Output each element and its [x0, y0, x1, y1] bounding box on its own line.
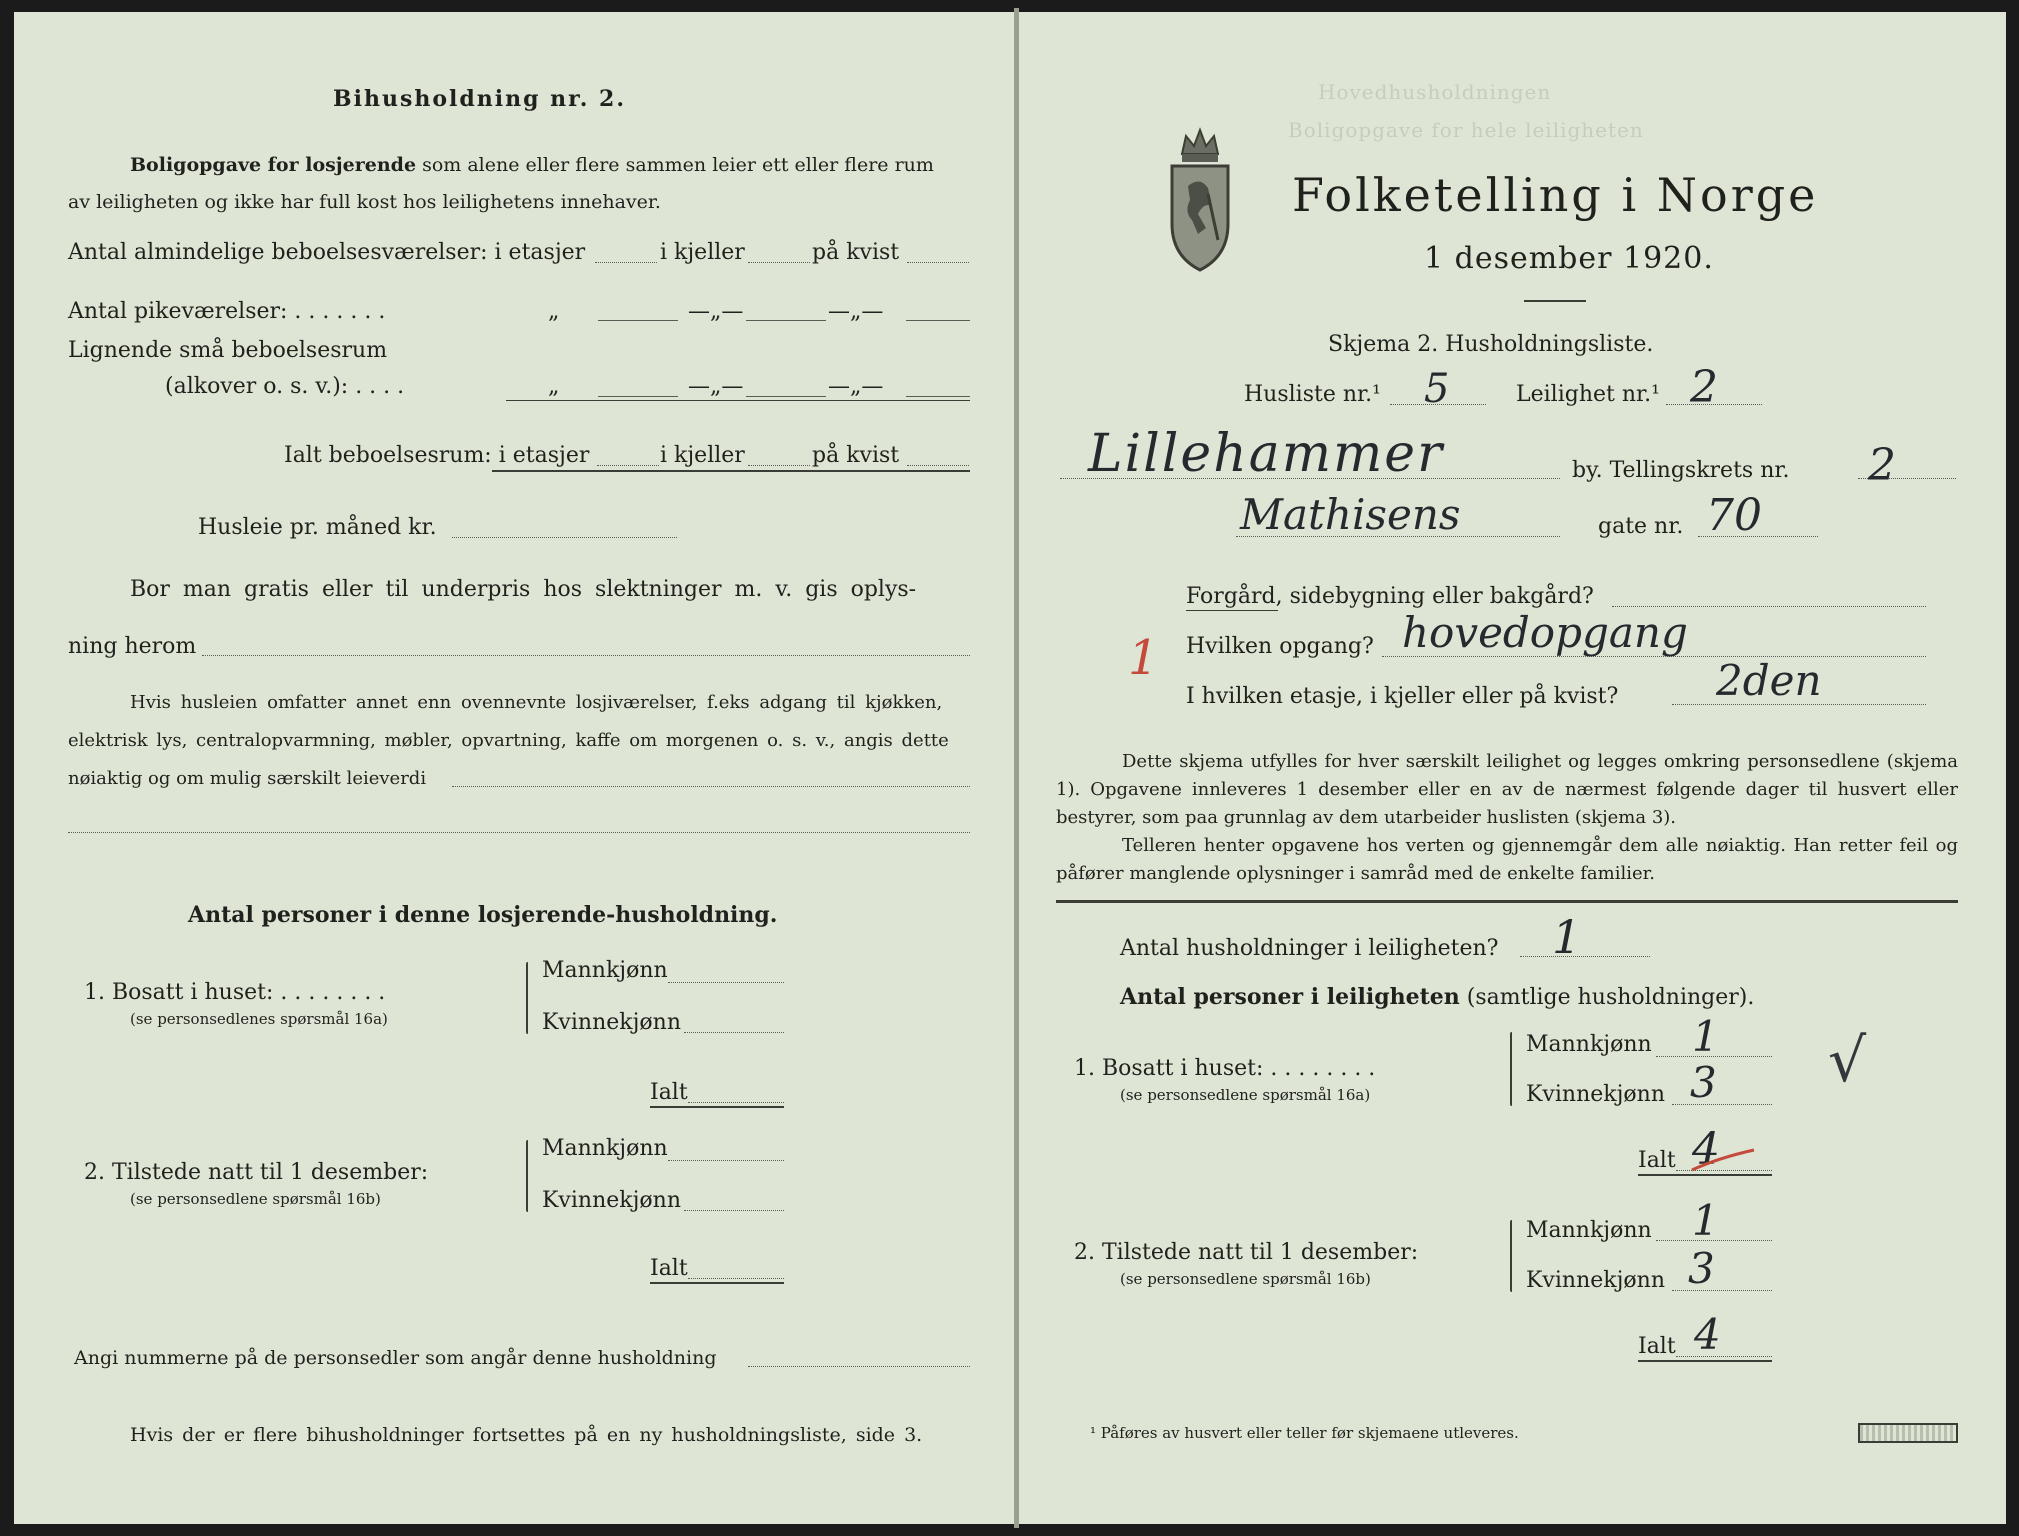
- pike-kjeller-field[interactable]: [746, 320, 826, 321]
- left-q2-ialt-field[interactable]: [688, 1278, 784, 1279]
- right-q2-brace: [1510, 1220, 1512, 1292]
- right-date: 1 desember 1920.: [1424, 241, 1714, 276]
- left-title: Bihusholdning nr. 2.: [333, 86, 626, 112]
- left-q2-mann-field[interactable]: [668, 1160, 784, 1161]
- husleie-field[interactable]: [452, 537, 677, 538]
- left-q2-brace: [526, 1140, 528, 1212]
- by-krets-label: by. Tellingskrets nr.: [1572, 458, 1790, 483]
- left-q1-mann-label: Mannkjønn: [542, 958, 668, 983]
- husleie-label: Husleie pr. måned kr.: [198, 515, 437, 540]
- alkover-kvist-field[interactable]: [906, 396, 970, 397]
- right-q2-kvinne-value[interactable]: 3: [1688, 1244, 1715, 1293]
- left-persons-heading: Antal personer i denne losjerende-husholdning.: [188, 902, 778, 928]
- gate-value[interactable]: 70: [1706, 490, 1762, 541]
- info-divider: [1056, 900, 1958, 903]
- gratis-text: Bor man gratis eller til underpris hos slektninger m. v. gis oplys-: [130, 577, 917, 602]
- right-persons-heading-bold: Antal personer i leiligheten: [1120, 984, 1460, 1010]
- left-q1-mann-field[interactable]: [668, 982, 784, 983]
- pike-etasjer-field[interactable]: [598, 320, 678, 321]
- rooms-kvist-label: på kvist: [812, 240, 900, 265]
- forgaard-field[interactable]: [1612, 606, 1926, 607]
- right-q2-mann-value[interactable]: 1: [1692, 1196, 1719, 1245]
- right-q1-ialt-value[interactable]: 4: [1692, 1124, 1720, 1175]
- right-q1-ialt-label: Ialt: [1638, 1148, 1676, 1173]
- husholdninger-label: Antal husholdninger i leiligheten?: [1120, 936, 1499, 961]
- intro-line-2: av leiligheten og ikke har full kost hos leilighetens innehaver.: [68, 191, 661, 213]
- right-q2-label: 2. Tilstede natt til 1 desember:: [1074, 1240, 1419, 1265]
- rooms-kjeller-field[interactable]: [748, 262, 810, 263]
- herom-field[interactable]: [202, 655, 970, 656]
- right-q1-kvinne-label: Kvinnekjønn: [1526, 1082, 1665, 1107]
- right-title: Folketelling i Norge: [1292, 168, 1819, 222]
- left-q1-kvinne-label: Kvinnekjønn: [542, 1010, 681, 1035]
- info-paragraph-2: Telleren henter opgavene hos verten og gjennemgår dem alle nøiaktig. Han retter feil og påfører manglende oplysninger i samråd med de enkelte familier.: [1056, 835, 1958, 884]
- right-q1-brace: [1510, 1032, 1512, 1106]
- krets-value[interactable]: 2: [1868, 440, 1896, 491]
- left-q1-sub: (se personsedlenes spørsmål 16a): [130, 1010, 388, 1028]
- left-q1-ialt-underline: [650, 1106, 784, 1108]
- pike-ditto-2: —„—: [688, 299, 744, 324]
- city-value[interactable]: Lillehammer: [1088, 424, 1444, 484]
- lignende-label: Lignende små beboelsesrum: [68, 338, 388, 363]
- right-q2-mann-label: Mannkjønn: [1526, 1218, 1652, 1243]
- forgaard-underline: [1186, 610, 1278, 611]
- right-q2-ialt-field[interactable]: [1676, 1356, 1772, 1357]
- right-q2-sub: (se personsedlene spørsmål 16b): [1120, 1270, 1371, 1288]
- ialt-underline: [492, 470, 970, 472]
- left-q2-mann-label: Mannkjønn: [542, 1136, 668, 1161]
- leieverdi-field-2[interactable]: [68, 832, 970, 833]
- left-q1-kvinne-field[interactable]: [684, 1032, 784, 1033]
- angi-field[interactable]: [748, 1366, 970, 1367]
- hvis-line-3: nøiaktig og om mulig særskilt leieverdi: [68, 768, 427, 789]
- bleed-through-text-2: Boligopgave for hele leiligheten: [1288, 118, 1644, 142]
- right-q2-ialt-label: Ialt: [1638, 1334, 1676, 1359]
- ialt-kvist-label: på kvist: [812, 443, 900, 468]
- husholdninger-value[interactable]: 1: [1552, 910, 1582, 964]
- title-divider: [1524, 300, 1586, 302]
- ialt-rooms-label: Ialt beboelsesrum: i etasjer: [284, 443, 590, 468]
- left-q1-brace: [526, 962, 528, 1034]
- alkover-underline: [506, 400, 970, 401]
- rooms-kvist-field[interactable]: [907, 262, 969, 263]
- street-value[interactable]: Mathisens: [1240, 490, 1461, 539]
- rooms-label: Antal almindelige beboelsesværelser: i etasjer: [68, 240, 586, 265]
- opgang-label: Hvilken opgang?: [1186, 634, 1374, 659]
- right-q1-kvinne-field[interactable]: [1672, 1104, 1772, 1105]
- right-q2-ialt-underline: [1638, 1360, 1772, 1362]
- flere-text: Hvis der er flere bihusholdninger fortsettes på en ny husholdningsliste, side 3.: [130, 1424, 923, 1446]
- right-q2-kvinne-field[interactable]: [1672, 1290, 1772, 1291]
- right-q1-mann-value[interactable]: 1: [1692, 1012, 1719, 1061]
- right-q2-kvinne-label: Kvinnekjønn: [1526, 1268, 1665, 1293]
- pike-ditto-3: —„—: [828, 299, 884, 324]
- husliste-label: Husliste nr.¹: [1244, 382, 1381, 407]
- bleed-through-text: Hovedhusholdningen: [1318, 80, 1552, 104]
- right-persons-heading: [1120, 984, 1754, 1010]
- left-q1-label: 1. Bosatt i huset: . . . . . . . .: [84, 980, 386, 1005]
- alkover-ditto-3: —„—: [828, 374, 884, 399]
- alkover-ditto-2: —„—: [688, 374, 744, 399]
- hvis-line-2: elektrisk lys, centralopvarmning, møbler, opvartning, kaffe om morgenen o. s. v., angis dette: [68, 730, 949, 751]
- right-persons-heading-rest: (samtlige husholdninger).: [1466, 985, 1755, 1010]
- alkover-label: (alkover o. s. v.): . . . .: [165, 374, 405, 399]
- rooms-kjeller-label: i kjeller: [660, 240, 745, 265]
- ialt-kjeller-field[interactable]: [748, 465, 810, 466]
- alkover-etasjer-field[interactable]: [598, 396, 678, 397]
- left-q2-label: 2. Tilstede natt til 1 desember:: [84, 1160, 429, 1185]
- printer-stamp: [1858, 1423, 1958, 1443]
- left-q2-ialt-label: Ialt: [650, 1256, 688, 1281]
- left-q2-kvinne-field[interactable]: [684, 1210, 784, 1211]
- husholdninger-field[interactable]: [1520, 956, 1650, 957]
- hvis-line-1: Hvis husleien omfatter annet enn ovennevnte losjiværelser, f.eks adgang til kjøkken,: [130, 692, 943, 713]
- page-fold: [1014, 8, 1019, 1528]
- husliste-value[interactable]: 5: [1424, 366, 1450, 412]
- left-q1-ialt-field[interactable]: [688, 1102, 784, 1103]
- left-q2-kvinne-label: Kvinnekjønn: [542, 1188, 681, 1213]
- pike-ditto-1: „: [548, 299, 560, 324]
- intro-bold: Boligopgave for losjerende: [130, 154, 417, 176]
- gate-label: gate nr.: [1598, 514, 1684, 539]
- alkover-ditto-1: „: [548, 374, 560, 399]
- pike-label: Antal pikeværelser: . . . . . . .: [68, 299, 386, 324]
- forgaard-label: Forgård, sidebygning eller bakgård?: [1186, 584, 1594, 609]
- etasje-value[interactable]: 2den: [1716, 656, 1822, 705]
- etasje-label: I hvilken etasje, i kjeller eller på kvist?: [1186, 684, 1619, 709]
- left-q2-ialt-underline: [650, 1282, 784, 1284]
- ialt-kjeller-label: i kjeller: [660, 443, 745, 468]
- check-mark-icon: √: [1828, 1026, 1867, 1096]
- leilighet-label: Leilighet nr.¹: [1516, 382, 1660, 407]
- left-q2-sub: (se personsedlene spørsmål 16b): [130, 1190, 381, 1208]
- intro-line-1: [130, 154, 934, 176]
- ialt-etasjer-field[interactable]: [597, 465, 659, 466]
- right-q1-sub: (se personsedlene spørsmål 16a): [1120, 1086, 1371, 1104]
- leilighet-value[interactable]: 2: [1690, 362, 1718, 413]
- angi-text: Angi nummerne på de personsedler som angår denne husholdning: [74, 1347, 717, 1369]
- opgang-value[interactable]: hovedopgang: [1402, 608, 1688, 657]
- skjema-label: Skjema 2. Husholdningsliste.: [1328, 332, 1654, 357]
- info-paragraph-1: Dette skjema utfylles for hver særskilt leilighet og legges omkring personsedlene (skjema 1). Opgavene innleveres 1 desember eller en av de nærmest følgende dager til husvert eller bestyrer, som paa grunnlag av dem utarbeider huslisten (skjema 3).: [1056, 751, 1958, 828]
- coat-of-arms-icon: [1168, 124, 1232, 274]
- right-q2-ialt-value[interactable]: 4: [1694, 1310, 1721, 1359]
- red-strike-mark: [1688, 1146, 1758, 1174]
- rooms-etasjer-field[interactable]: [595, 262, 657, 263]
- ialt-kvist-field[interactable]: [907, 465, 969, 466]
- alkover-kjeller-field[interactable]: [746, 396, 826, 397]
- pike-kvist-field[interactable]: [906, 320, 970, 321]
- right-q1-mann-label: Mannkjønn: [1526, 1032, 1652, 1057]
- right-q1-kvinne-value[interactable]: 3: [1690, 1058, 1717, 1107]
- herom-label: ning herom: [68, 634, 197, 659]
- left-q1-ialt-label: Ialt: [650, 1080, 688, 1105]
- red-mark: 1: [1128, 630, 1159, 686]
- leieverdi-field[interactable]: [452, 786, 970, 787]
- intro-rest: som alene eller flere sammen leier ett eller flere rum: [422, 154, 934, 176]
- footnote: ¹ Påføres av husvert eller teller før skjemaene utleveres.: [1090, 1424, 1519, 1442]
- right-q1-label: 1. Bosatt i huset: . . . . . . . .: [1074, 1056, 1376, 1081]
